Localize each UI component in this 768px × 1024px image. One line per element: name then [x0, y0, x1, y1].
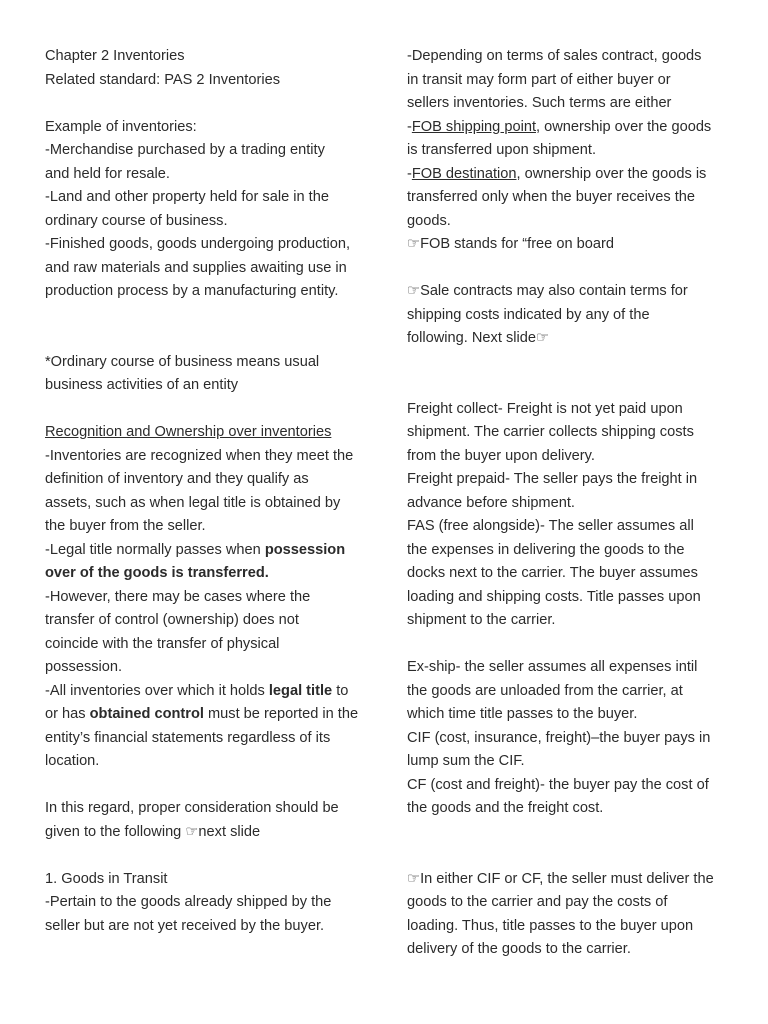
text-line: -Merchandise purchased by a trading entity — [45, 142, 325, 158]
text-line: assets, such as when legal title is obtained by — [45, 494, 341, 511]
text-line: and held for resale. — [45, 165, 170, 182]
text-line: business activities of an entity — [45, 377, 239, 393]
text-line — [407, 163, 737, 187]
text-line: docks next to the carrier. The buyer assumes — [407, 565, 698, 581]
text-line: the buyer from the seller. — [45, 518, 206, 534]
text-line: location. — [45, 753, 100, 769]
text-line: In this regard, proper consideration should be — [45, 800, 339, 816]
text-line: following. Next slide☞ — [407, 330, 550, 346]
spacer — [407, 821, 737, 845]
text-line: CIF (cost, insurance, freight)–the buyer pays in — [407, 729, 711, 746]
bold-text: over of the goods is transferred. — [45, 565, 269, 581]
text-line: loading. Thus, title passes to the buyer upon — [407, 917, 694, 934]
text-span: must be reported in the — [203, 706, 359, 722]
text-line: delivery of the goods to the carrier. — [407, 941, 631, 957]
text-line: shipment to the carrier. — [407, 612, 556, 628]
goods-in-transit-heading: 1. Goods in Transit — [45, 870, 168, 887]
spacer — [45, 327, 375, 351]
text-span: - — [407, 118, 412, 135]
spacer — [407, 257, 737, 281]
text-line — [407, 116, 737, 140]
text-line: seller but are not yet received by the buyer. — [45, 917, 325, 934]
text-line: CF (cost and freight)- the buyer pay the cost of — [407, 776, 709, 793]
text-span: , ownership over the goods — [536, 118, 712, 135]
text-line: goods. — [407, 212, 451, 229]
text-line: FAS (free alongside)- The seller assumes all — [407, 518, 694, 534]
text-line: advance before shipment. — [407, 494, 575, 511]
text-line: -Finished goods, goods undergoing production, — [45, 236, 351, 252]
related-standard: Related standard: PAS 2 Inventories — [45, 71, 280, 88]
spacer — [45, 844, 375, 868]
spacer — [407, 351, 737, 375]
left-column — [45, 45, 375, 938]
text-line: given to the following ☞next slide — [45, 823, 261, 840]
text-line: ☞Sale contracts may also contain terms for — [407, 283, 688, 299]
text-line: -Pertain to the goods already shipped by the — [45, 894, 332, 910]
fob-destination-term: FOB destination — [411, 165, 517, 182]
spacer — [45, 304, 375, 328]
spacer — [45, 92, 375, 116]
text-line: the goods and the freight cost. — [407, 800, 604, 816]
text-line: and raw materials and supplies awaiting use in — [45, 259, 347, 276]
text-line: transfer of control (ownership) does not — [45, 612, 299, 628]
text-line: Freight prepaid- The seller pays the freight in — [407, 471, 698, 487]
text-line: is transferred upon shipment. — [407, 142, 597, 158]
text-line: *Ordinary course of business means usual — [45, 353, 320, 370]
bold-text: legal title — [268, 682, 333, 699]
text-line: Freight collect- Freight is not yet paid upon — [407, 400, 683, 417]
text-line: loading and shipping costs. Title passes upon — [407, 588, 701, 605]
spacer — [45, 774, 375, 798]
text-line: entity’s financial statements regardless of its — [45, 729, 331, 746]
text-line: from the buyer upon delivery. — [407, 447, 595, 464]
chapter-title: Chapter 2 Inventories — [45, 48, 185, 64]
fob-shipping-point-term: FOB shipping point — [411, 118, 536, 135]
text-span: or has — [45, 706, 90, 722]
text-line: the goods are unloaded from the carrier, at — [407, 682, 683, 699]
text-span: to — [332, 682, 349, 699]
text-line — [45, 680, 375, 704]
text-line: ☞FOB stands for “free on board — [407, 236, 614, 252]
text-span: , ownership over the goods is — [516, 165, 707, 182]
text-line: Ex-ship- the seller assumes all expenses intil — [407, 659, 698, 675]
spacer — [407, 633, 737, 657]
text-line: -Inventories are recognized when they meet the — [45, 447, 354, 464]
text-line: -Land and other property held for sale in the — [45, 189, 329, 205]
text-line: in transit may form part of either buyer or — [407, 71, 671, 88]
bold-text: possession — [264, 541, 346, 558]
text-span: -All inventories over which it holds — [45, 682, 269, 699]
text-line: possession. — [45, 659, 123, 675]
text-line: coincide with the transfer of physical — [45, 635, 280, 652]
spacer — [45, 398, 375, 422]
text-line: sellers inventories. Such terms are either — [407, 95, 672, 111]
spacer — [407, 374, 737, 398]
text-line: -However, there may be cases where the — [45, 588, 311, 605]
text-line: definition of inventory and they qualify as — [45, 471, 309, 487]
text-line: lump sum the CIF. — [407, 753, 525, 769]
recognition-heading: Recognition and Ownership over inventories — [45, 424, 332, 440]
text-line: the expenses in delivering the goods to the — [407, 541, 685, 558]
text-line: ☞In either CIF or CF, the seller must deliver the — [407, 870, 714, 887]
text-span: - — [407, 165, 412, 182]
text-line: shipping costs indicated by any of the — [407, 306, 650, 323]
text-span: -Legal title normally passes when — [45, 541, 265, 558]
text-line — [45, 562, 375, 586]
right-column — [407, 45, 737, 962]
text-line: ordinary course of business. — [45, 212, 228, 229]
text-line — [45, 703, 375, 727]
text-line: goods to the carrier and pay the costs of — [407, 894, 668, 910]
text-line: production process by a manufacturing entity. — [45, 283, 339, 299]
bold-text: obtained control — [89, 706, 204, 722]
text-line — [45, 539, 375, 563]
examples-heading: Example of inventories: — [45, 118, 197, 135]
text-line: shipment. The carrier collects shipping costs — [407, 424, 694, 440]
text-line: -Depending on terms of sales contract, goods — [407, 48, 702, 64]
spacer — [407, 844, 737, 868]
text-line: which time title passes to the buyer. — [407, 706, 638, 722]
text-line: transferred only when the buyer receives the — [407, 189, 695, 205]
